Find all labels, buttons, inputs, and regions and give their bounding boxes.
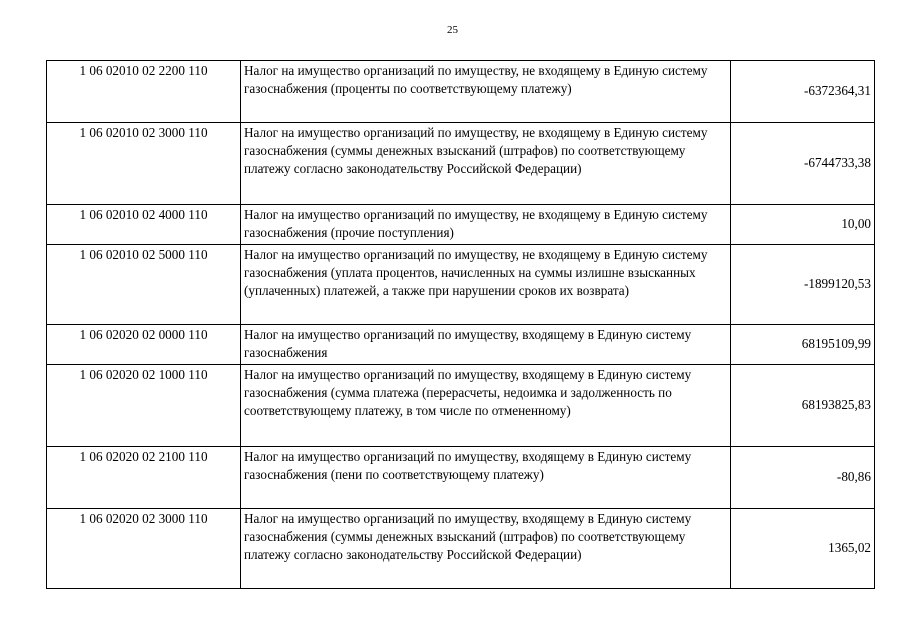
revenue-name-cell: Налог на имущество организаций по имуществу, входящему в Единую систему газоснабжения (суммы денежных взысканий (штрафов) по соответствующему платежу согласно законодательству Российской Федерации) <box>241 509 731 589</box>
revenue-name-cell: Налог на имущество организаций по имуществу, входящему в Единую систему газоснабжения <box>241 325 731 365</box>
budget-code-cell: 1 06 02020 02 0000 110 <box>47 325 241 365</box>
page-number: 25 <box>447 24 458 36</box>
revenue-name-cell: Налог на имущество организаций по имуществу, входящему в Единую систему газоснабжения (сумма платежа (перерасчеты, недоимка и задолженность по соответствующему платежу, в том числе по отмененному) <box>241 365 731 447</box>
budget-code-cell: 1 06 02010 02 3000 110 <box>47 123 241 205</box>
budget-code-cell: 1 06 02010 02 5000 110 <box>47 245 241 325</box>
amount-cell: -6372364,31 <box>731 61 875 123</box>
table-row <box>47 447 875 509</box>
amount-cell: -1899120,53 <box>731 245 875 325</box>
table-row <box>47 509 875 589</box>
amount-cell: 10,00 <box>731 205 875 245</box>
amount-cell: 68195109,99 <box>731 325 875 365</box>
revenue-name-cell: Налог на имущество организаций по имуществу, не входящему в Единую систему газоснабжения (уплата процентов, начисленных на суммы излишне взысканных (уплаченных) платежей, а также при нарушении сроков их возврата) <box>241 245 731 325</box>
budget-revenue-table <box>46 60 875 589</box>
table-row <box>47 245 875 325</box>
revenue-name-cell: Налог на имущество организаций по имуществу, не входящему в Единую систему газоснабжения (суммы денежных взысканий (штрафов) по соответствующему платежу согласно законодательству Российской Федерации) <box>241 123 731 205</box>
table-row <box>47 365 875 447</box>
revenue-name-cell: Налог на имущество организаций по имуществу, не входящему в Единую систему газоснабжения (проценты по соответствующему платежу) <box>241 61 731 123</box>
amount-cell: -6744733,38 <box>731 123 875 205</box>
table-row <box>47 123 875 205</box>
amount-cell: 1365,02 <box>731 509 875 589</box>
revenue-name-cell: Налог на имущество организаций по имуществу, входящему в Единую систему газоснабжения (пени по соответствующему платежу) <box>241 447 731 509</box>
table-row <box>47 61 875 123</box>
table-row <box>47 325 875 365</box>
amount-cell: 68193825,83 <box>731 365 875 447</box>
budget-code-cell: 1 06 02020 02 1000 110 <box>47 365 241 447</box>
revenue-name-cell: Налог на имущество организаций по имуществу, не входящему в Единую систему газоснабжения (прочие поступления) <box>241 205 731 245</box>
budget-code-cell: 1 06 02010 02 4000 110 <box>47 205 241 245</box>
budget-code-cell: 1 06 02020 02 3000 110 <box>47 509 241 589</box>
budget-code-cell: 1 06 02020 02 2100 110 <box>47 447 241 509</box>
budget-code-cell: 1 06 02010 02 2200 110 <box>47 61 241 123</box>
table-row <box>47 205 875 245</box>
amount-cell: -80,86 <box>731 447 875 509</box>
